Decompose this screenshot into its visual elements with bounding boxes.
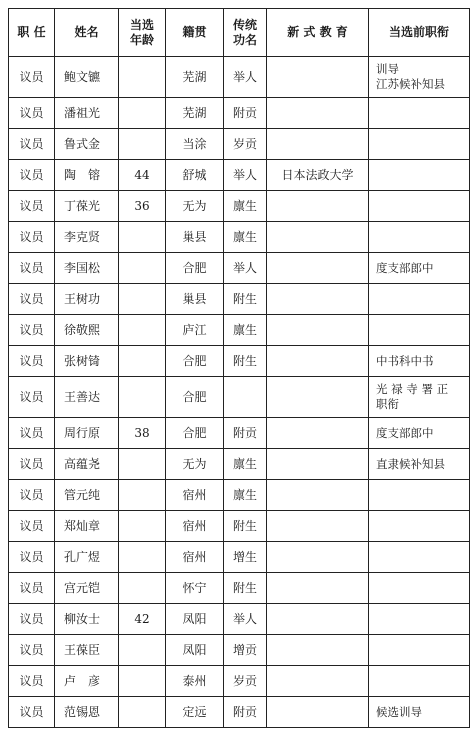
cell-previous-title bbox=[369, 253, 470, 284]
cell-education bbox=[267, 253, 369, 284]
table-row bbox=[9, 57, 470, 98]
table-row bbox=[9, 315, 470, 346]
cell-position: 议员 bbox=[9, 604, 55, 635]
cell-education bbox=[267, 480, 369, 511]
cell-name: 潘祖光 bbox=[55, 98, 119, 129]
table-row bbox=[9, 98, 470, 129]
cell-education bbox=[267, 377, 369, 418]
cell-native-place: 合肥 bbox=[166, 377, 224, 418]
cell-degree: 岁贡 bbox=[224, 666, 267, 697]
previous-title-line: 光 禄 寺 署 正 bbox=[376, 382, 449, 396]
header-new-education bbox=[267, 9, 369, 57]
cell-age bbox=[119, 697, 166, 728]
cell-education bbox=[267, 129, 369, 160]
cell-position: 议员 bbox=[9, 98, 55, 129]
cell-degree: 廪生 bbox=[224, 315, 267, 346]
cell-position: 议员 bbox=[9, 573, 55, 604]
previous-title-line: 中书科中书 bbox=[376, 353, 434, 368]
cell-previous-title bbox=[369, 315, 470, 346]
cell-name: 周行原 bbox=[55, 418, 119, 449]
cell-previous-title bbox=[369, 449, 470, 480]
table-row bbox=[9, 573, 470, 604]
cell-native-place: 怀宁 bbox=[166, 573, 224, 604]
table-row bbox=[9, 129, 470, 160]
header-row bbox=[9, 9, 470, 57]
cell-degree: 附贡 bbox=[224, 697, 267, 728]
cell-education bbox=[267, 511, 369, 542]
cell-name: 宫元铠 bbox=[55, 573, 119, 604]
cell-name: 李国松 bbox=[55, 253, 119, 284]
cell-native-place: 巢县 bbox=[166, 284, 224, 315]
cell-degree: 举人 bbox=[224, 57, 267, 98]
cell-degree: 附生 bbox=[224, 511, 267, 542]
header-previous-title bbox=[369, 9, 470, 57]
cell-native-place: 芜湖 bbox=[166, 98, 224, 129]
previous-title-line: 训导 bbox=[376, 62, 399, 76]
cell-previous-title bbox=[369, 57, 470, 98]
cell-previous-title bbox=[369, 604, 470, 635]
cell-age bbox=[119, 346, 166, 377]
cell-age bbox=[119, 253, 166, 284]
cell-age: 36 bbox=[119, 191, 166, 222]
previous-title-line: 度支部郎中 bbox=[376, 260, 434, 275]
cell-native-place: 泰州 bbox=[166, 666, 224, 697]
cell-degree: 举人 bbox=[224, 604, 267, 635]
cell-degree: 廪生 bbox=[224, 449, 267, 480]
cell-name: 范锡恩 bbox=[55, 697, 119, 728]
previous-title-line: 江苏候补知县 bbox=[376, 77, 445, 91]
cell-education bbox=[267, 191, 369, 222]
table-row bbox=[9, 191, 470, 222]
cell-education bbox=[267, 635, 369, 666]
cell-native-place: 舒城 bbox=[166, 160, 224, 191]
cell-name: 卢 彦 bbox=[55, 666, 119, 697]
table-row bbox=[9, 604, 470, 635]
cell-position: 议员 bbox=[9, 346, 55, 377]
cell-native-place: 无为 bbox=[166, 191, 224, 222]
cell-degree: 举人 bbox=[224, 160, 267, 191]
table-row bbox=[9, 635, 470, 666]
header-label: 当选前职衔 bbox=[388, 25, 449, 39]
cell-previous-title bbox=[369, 697, 470, 728]
cell-name: 孔广煜 bbox=[55, 542, 119, 573]
cell-position: 议员 bbox=[9, 449, 55, 480]
header-label: 职 任 bbox=[17, 25, 46, 39]
cell-previous-title bbox=[369, 346, 470, 377]
cell-age bbox=[119, 57, 166, 98]
cell-degree: 附贡 bbox=[224, 418, 267, 449]
cell-previous-title bbox=[369, 377, 470, 418]
cell-name: 王葆臣 bbox=[55, 635, 119, 666]
cell-position: 议员 bbox=[9, 160, 55, 191]
cell-native-place: 合肥 bbox=[166, 346, 224, 377]
cell-position: 议员 bbox=[9, 377, 55, 418]
cell-education bbox=[267, 315, 369, 346]
cell-education bbox=[267, 346, 369, 377]
header-native-place bbox=[166, 9, 224, 57]
cell-degree: 举人 bbox=[224, 253, 267, 284]
cell-age: 42 bbox=[119, 604, 166, 635]
cell-education bbox=[267, 57, 369, 98]
header-label: 籍贯 bbox=[182, 25, 207, 39]
cell-name: 李克贤 bbox=[55, 222, 119, 253]
previous-title-line: 候选训导 bbox=[376, 704, 422, 719]
previous-title-line: 职衔 bbox=[376, 397, 399, 411]
cell-position: 议员 bbox=[9, 57, 55, 98]
table-row bbox=[9, 418, 470, 449]
cell-degree: 岁贡 bbox=[224, 129, 267, 160]
cell-previous-title bbox=[369, 191, 470, 222]
cell-native-place: 芜湖 bbox=[166, 57, 224, 98]
table-row bbox=[9, 346, 470, 377]
cell-previous-title bbox=[369, 511, 470, 542]
header-position bbox=[9, 9, 55, 57]
cell-position: 议员 bbox=[9, 542, 55, 573]
cell-education bbox=[267, 418, 369, 449]
cell-position: 议员 bbox=[9, 284, 55, 315]
cell-degree: 增贡 bbox=[224, 635, 267, 666]
document-page bbox=[8, 8, 469, 728]
header-label: 传统 bbox=[232, 17, 257, 32]
cell-education bbox=[267, 449, 369, 480]
cell-name: 丁葆光 bbox=[55, 191, 119, 222]
cell-native-place: 合肥 bbox=[166, 253, 224, 284]
cell-education bbox=[267, 573, 369, 604]
cell-education bbox=[267, 542, 369, 573]
cell-education bbox=[267, 284, 369, 315]
cell-name: 王善达 bbox=[55, 377, 119, 418]
cell-education bbox=[267, 604, 369, 635]
cell-previous-title bbox=[369, 480, 470, 511]
header-label: 年龄 bbox=[129, 32, 154, 47]
cell-age bbox=[119, 511, 166, 542]
table-row bbox=[9, 284, 470, 315]
cell-native-place: 合肥 bbox=[166, 418, 224, 449]
cell-education: 日本法政大学 bbox=[267, 160, 369, 191]
cell-degree: 增生 bbox=[224, 542, 267, 573]
cell-position: 议员 bbox=[9, 253, 55, 284]
cell-native-place: 凤阳 bbox=[166, 604, 224, 635]
cell-age bbox=[119, 635, 166, 666]
table-row bbox=[9, 480, 470, 511]
cell-position: 议员 bbox=[9, 418, 55, 449]
cell-age: 44 bbox=[119, 160, 166, 191]
cell-age bbox=[119, 480, 166, 511]
cell-age: 38 bbox=[119, 418, 166, 449]
cell-age bbox=[119, 573, 166, 604]
cell-education bbox=[267, 98, 369, 129]
cell-name: 张树锜 bbox=[55, 346, 119, 377]
table-row bbox=[9, 511, 470, 542]
cell-name: 陶 镕 bbox=[55, 160, 119, 191]
cell-native-place: 宿州 bbox=[166, 511, 224, 542]
table-row bbox=[9, 697, 470, 728]
cell-age bbox=[119, 222, 166, 253]
previous-title-line: 直隶候补知县 bbox=[376, 456, 445, 471]
cell-education bbox=[267, 697, 369, 728]
cell-education bbox=[267, 666, 369, 697]
header-label: 功名 bbox=[232, 32, 257, 47]
cell-native-place: 巢县 bbox=[166, 222, 224, 253]
cell-age bbox=[119, 542, 166, 573]
cell-age bbox=[119, 449, 166, 480]
header-label: 新 式 教 育 bbox=[287, 25, 348, 39]
cell-native-place: 凤阳 bbox=[166, 635, 224, 666]
cell-position: 议员 bbox=[9, 222, 55, 253]
members-table bbox=[8, 8, 470, 728]
table-row bbox=[9, 449, 470, 480]
cell-previous-title bbox=[369, 666, 470, 697]
cell-previous-title bbox=[369, 222, 470, 253]
cell-previous-title bbox=[369, 98, 470, 129]
cell-previous-title bbox=[369, 635, 470, 666]
cell-previous-title bbox=[369, 160, 470, 191]
cell-position: 议员 bbox=[9, 191, 55, 222]
cell-previous-title bbox=[369, 284, 470, 315]
cell-degree: 廪生 bbox=[224, 480, 267, 511]
table-row bbox=[9, 542, 470, 573]
cell-degree: 廪生 bbox=[224, 191, 267, 222]
cell-native-place: 当涂 bbox=[166, 129, 224, 160]
table-row bbox=[9, 666, 470, 697]
cell-position: 议员 bbox=[9, 697, 55, 728]
header-traditional-degree bbox=[224, 9, 267, 57]
cell-degree: 附生 bbox=[224, 284, 267, 315]
cell-name: 鲍文镳 bbox=[55, 57, 119, 98]
cell-degree: 廪生 bbox=[224, 222, 267, 253]
previous-title-line: 度支部郎中 bbox=[376, 425, 434, 440]
cell-age bbox=[119, 666, 166, 697]
header-label: 姓名 bbox=[74, 25, 99, 39]
cell-native-place: 定远 bbox=[166, 697, 224, 728]
cell-age bbox=[119, 315, 166, 346]
table-row bbox=[9, 377, 470, 418]
cell-degree: 附生 bbox=[224, 573, 267, 604]
cell-previous-title bbox=[369, 418, 470, 449]
cell-degree: 附贡 bbox=[224, 98, 267, 129]
cell-position: 议员 bbox=[9, 480, 55, 511]
cell-position: 议员 bbox=[9, 511, 55, 542]
cell-name: 高蕴尧 bbox=[55, 449, 119, 480]
cell-degree: 附生 bbox=[224, 346, 267, 377]
cell-age bbox=[119, 284, 166, 315]
cell-education bbox=[267, 222, 369, 253]
cell-name: 王树功 bbox=[55, 284, 119, 315]
cell-age bbox=[119, 129, 166, 160]
cell-position: 议员 bbox=[9, 635, 55, 666]
header-name bbox=[55, 9, 119, 57]
cell-degree bbox=[224, 377, 267, 418]
table-row bbox=[9, 253, 470, 284]
cell-native-place: 无为 bbox=[166, 449, 224, 480]
cell-name: 郑灿章 bbox=[55, 511, 119, 542]
cell-native-place: 庐江 bbox=[166, 315, 224, 346]
cell-name: 管元纯 bbox=[55, 480, 119, 511]
header-label: 当选 bbox=[129, 17, 154, 32]
cell-age bbox=[119, 377, 166, 418]
cell-age bbox=[119, 98, 166, 129]
table-body bbox=[9, 57, 470, 728]
cell-previous-title bbox=[369, 129, 470, 160]
cell-position: 议员 bbox=[9, 666, 55, 697]
cell-previous-title bbox=[369, 542, 470, 573]
cell-name: 鲁式金 bbox=[55, 129, 119, 160]
table-row bbox=[9, 222, 470, 253]
header-age bbox=[119, 9, 166, 57]
cell-native-place: 宿州 bbox=[166, 542, 224, 573]
cell-position: 议员 bbox=[9, 315, 55, 346]
cell-name: 柳汝士 bbox=[55, 604, 119, 635]
cell-position: 议员 bbox=[9, 129, 55, 160]
cell-name: 徐敬熙 bbox=[55, 315, 119, 346]
table-row bbox=[9, 160, 470, 191]
cell-previous-title bbox=[369, 573, 470, 604]
cell-native-place: 宿州 bbox=[166, 480, 224, 511]
